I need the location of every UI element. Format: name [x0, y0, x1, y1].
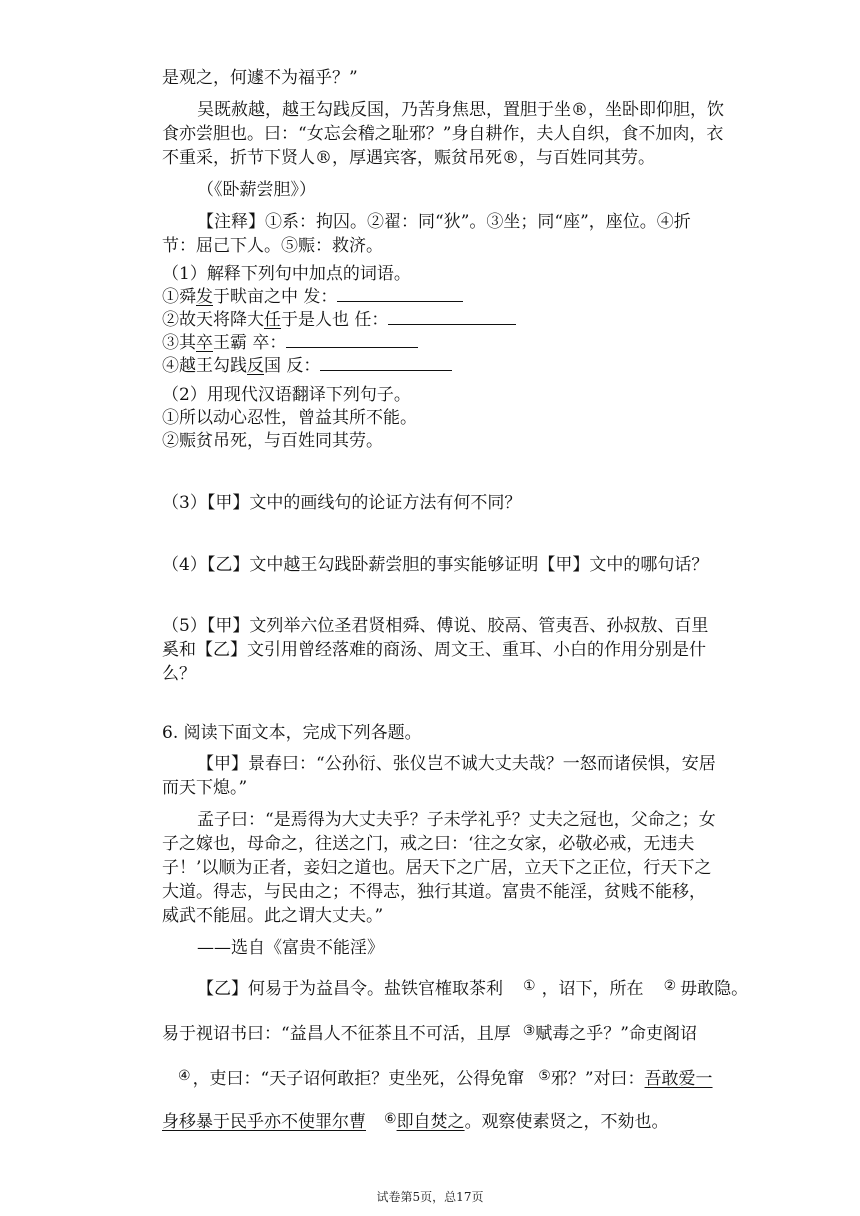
passage-line: 【甲】景春曰：“公孙衍、张仪岂不诚大丈夫哉？一怒而诸侯惧，安居: [197, 754, 716, 774]
source-citation: ——选自《富贵不能淫》: [197, 938, 384, 958]
underlined-sentence: 即自焚之: [396, 1112, 465, 1132]
item-text: ①舜: [162, 287, 196, 307]
dotted-word: 反: [247, 356, 264, 376]
answer-blank[interactable]: [337, 285, 463, 302]
text-line: 是观之，何遽不为福乎？”: [162, 68, 358, 88]
question-1-item: [162, 285, 463, 309]
source-citation: （《卧薪尝胆》）: [197, 180, 316, 200]
passage-line: 孟子曰：“是焉得为大丈夫乎？子未学礼乎？丈夫之冠也，父命之；女: [197, 810, 716, 830]
question-1-item: [162, 308, 516, 332]
note-marker: ⑤: [538, 1068, 551, 1084]
dotted-word: 卒: [196, 333, 213, 353]
text: 毋敢隐。: [680, 979, 749, 999]
section-6-heading: 6. 阅读下面文本，完成下列各题。: [162, 723, 422, 743]
item-text: 于畎亩之中 发：: [213, 287, 338, 307]
passage-line: 大道。得志，与民由之；不得志，独行其道。富贵不能淫，贫贱不能移，: [162, 882, 706, 902]
question-2-item: ②赈贫吊死，与百姓同其劳。: [162, 431, 383, 451]
passage-line: 而天下熄。”: [162, 778, 248, 798]
text-line: 吴既赦越，越王勾践反国，乃苦身焦思，置胆于坐®，坐卧即仰胆，饮: [197, 100, 724, 120]
answer-blank[interactable]: [388, 308, 516, 325]
item-text: 国 反：: [264, 356, 321, 376]
answer-blank[interactable]: [286, 331, 418, 348]
item-text: ②故天将降大: [162, 310, 264, 330]
text: 易于视诏书曰：“益昌人不征茶且不可活，且厚: [162, 1024, 511, 1044]
passage-line: 子之嫁也，母命之，往送之门，戒之曰：‘往之女家，必敬必戒，无违夫: [162, 834, 695, 854]
question-2: （2）用现代汉语翻译下列句子。: [162, 385, 411, 405]
text: 【乙】何易于为益昌令。盐铁官榷取茶利: [197, 979, 503, 999]
note-marker: ⑥: [384, 1111, 397, 1127]
text: 邪？”对曰：: [550, 1069, 645, 1089]
text: 。观察使素贤之，不劾也。: [464, 1112, 669, 1132]
underlined-sentence: 吾敢爱一: [644, 1069, 713, 1089]
underlined-sentence: 身移暴于民乎亦不使罪尔曹: [162, 1112, 366, 1132]
annotation-line: 节：屈己下人。⑤赈：救济。: [162, 236, 383, 256]
passage-line: [178, 1064, 713, 1091]
note-marker: ②: [663, 978, 677, 994]
passage-line: 子！’以顺为正者，妾妇之道也。居天下之广居，立天下之正位，行天下之: [162, 858, 712, 878]
dotted-word: 发: [196, 287, 213, 307]
passage-line: 威武不能屈。此之谓大丈夫。”: [162, 906, 384, 926]
page-footer: 试卷第5页，总17页: [376, 1190, 484, 1204]
question-1: （1）解释下列句中加点的词语。: [162, 264, 411, 284]
question-1-item: [162, 331, 418, 355]
answer-blank[interactable]: [320, 354, 452, 371]
question-5: （5）【甲】文列举六位圣君贤相舜、傅说、胶鬲、管夷吾、孙叔敖、百里: [162, 616, 709, 636]
question-4: （4）【乙】文中越王勾践卧薪尝胆的事实能够证明【甲】文中的哪句话？: [162, 555, 709, 575]
dotted-word: 任: [264, 310, 281, 330]
item-text: 王霸 卒：: [213, 333, 287, 353]
text-line: 不重采，折节下贤人®，厚遇宾客，赈贫吊死®，与百姓同其劳。: [162, 148, 655, 168]
annotation-line: 【注释】①系：拘囚。②翟：同“狄”。③坐；同“座”，座位。④折: [197, 212, 691, 232]
text-line: 食亦尝胆也。曰：“女忘会稽之耻邪？”身自耕作，夫人自织，食不加肉，衣: [162, 124, 724, 144]
text: ，诏下，所在: [541, 979, 644, 999]
question-5: 么？: [162, 664, 196, 684]
item-text: ④越王勾践: [162, 356, 247, 376]
question-1-item: [162, 354, 452, 378]
note-marker: ④: [178, 1068, 191, 1084]
passage-line: [197, 974, 748, 1001]
passage-line: [162, 1107, 669, 1134]
question-3: （3）【甲】文中的画线句的论证方法有何不同？: [162, 493, 522, 513]
item-text: ③其: [162, 333, 196, 353]
text: ，吏曰：“天子诏何敢拒？吏坐死，公得免窜: [192, 1069, 525, 1089]
note-marker: ①: [523, 978, 536, 994]
text: 赋毒之乎？”命吏阁诏: [535, 1024, 697, 1044]
item-text: 于是人也 任：: [281, 310, 389, 330]
note-marker: ③: [522, 1023, 536, 1039]
question-5: 奚和【乙】文引用曾经落难的商汤、周文王、重耳、小白的作用分别是什: [162, 640, 706, 660]
question-2-item: ①所以动心忍性，曾益其所不能。: [162, 408, 417, 428]
passage-line: [162, 1019, 697, 1046]
